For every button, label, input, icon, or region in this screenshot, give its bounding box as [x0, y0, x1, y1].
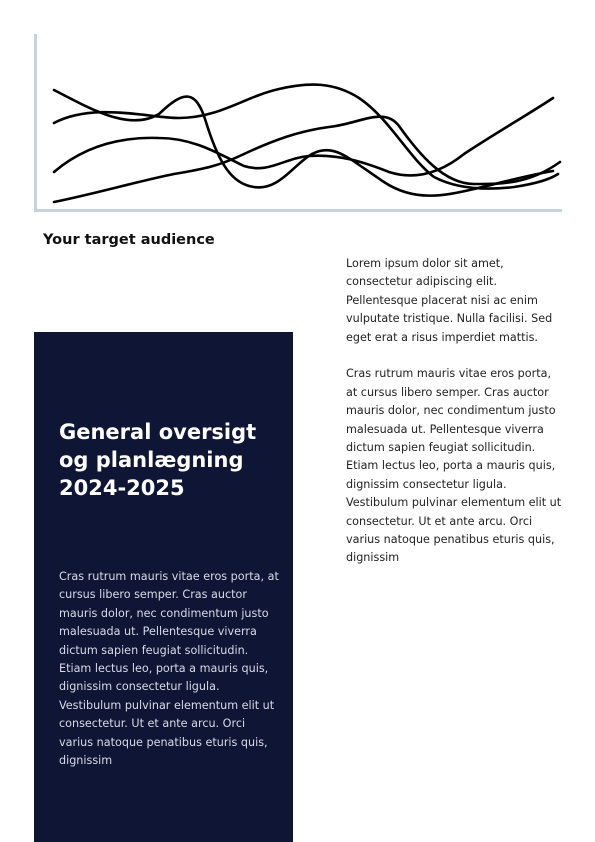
overview-panel [34, 332, 293, 842]
panel-title: General oversigt og planlægning 2024-2025 [59, 420, 257, 500]
paragraph-body: Cras rutrum mauris vitae eros porta, at cursus libero semper. Cras auctor mauris dolor, nec condimentum justo malesuada ut. Pellentesque viverra dictum sapien feugiat sollicitudin. Etiam lectus leo, porta a mauris quis, dignissim consectetur ligula. Vestibulum pulvinar elementum elit ut consectetur. Ut et ante arcu. Orci varius natoque penatibus eturis quis, dignissim [346, 367, 562, 565]
line-chart-svg [34, 34, 562, 214]
paragraph-intro: Lorem ipsum dolor sit amet, consectetur adipiscing elit. Pellentesque placerat nisi ac enim vulputate tristique. Nulla facilisi. Sed eget erat a risus imperdiet mattis. [346, 257, 553, 344]
chart-curve-2 [54, 85, 558, 189]
section-heading: Your target audience [43, 232, 215, 248]
chart-curve-3 [54, 98, 553, 175]
decorative-line-chart [34, 34, 562, 214]
panel-body-text: Cras rutrum mauris vitae eros porta, at cursus libero semper. Cras auctor mauris dolor, nec condimentum justo malesuada ut. Pellentesque viverra dictum sapien feugiat sollicitudin. Etiam lectus leo, porta a mauris quis, dignissim consectetur ligula. Vestibulum pulvinar elementum elit ut consectetur. Ut et ante arcu. Orci varius natoque penatibus eturis quis, dignissim [59, 570, 279, 768]
right-column-text [346, 255, 562, 586]
chart-curve-1 [54, 90, 553, 196]
